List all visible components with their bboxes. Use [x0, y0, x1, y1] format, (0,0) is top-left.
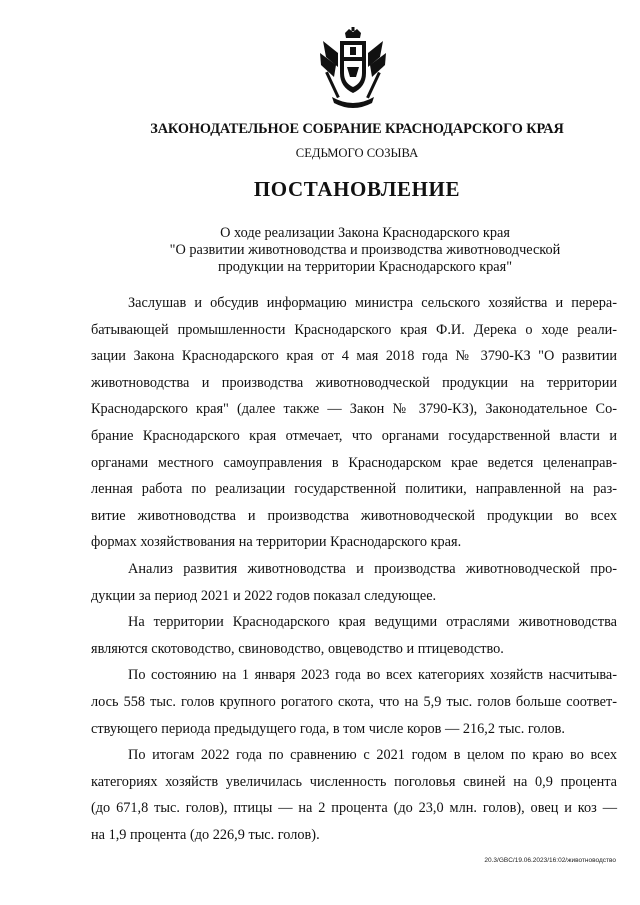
- text-line: дукции за период 2021 и 2022 годов показал следующее.: [91, 587, 437, 604]
- coat-of-arms-icon: [318, 27, 388, 109]
- document-body: [91, 290, 617, 848]
- text-line: Краснодарского края" (далее также — Закон № 3790-КЗ), Законодательное Со-: [91, 401, 617, 418]
- text-line: брание Краснодарского края отмечает, что органами государственной власти и: [91, 427, 617, 444]
- paragraph: [91, 662, 617, 742]
- text-line: формах хозяйствования на территории Краснодарского края.: [91, 534, 462, 551]
- text-line: По состоянию на 1 января 2023 года во всех категориях хозяйств насчитыва-: [128, 667, 617, 684]
- text-line: батывающей промышленности Краснодарского края Ф.И. Дерека о ходе реали-: [91, 321, 617, 338]
- text-line: Заслушав и обсудив информацию министра сельского хозяйства и перера-: [128, 295, 617, 311]
- document-footer-code: 20.3/GBC/19.06.2023/16:02/животноводство: [484, 857, 616, 864]
- text-line: зации Закона Краснодарского края от 4 мая 2018 года № 3790-КЗ "О развитии: [91, 348, 617, 365]
- text-line: на 1,9 процента (до 226,9 тыс. голов).: [91, 826, 320, 843]
- text-line: органами местного самоуправления в Краснодарском крае ведется целенаправ-: [91, 454, 617, 471]
- text-line: По итогам 2022 года по сравнению с 2021 годом в целом по краю во всех: [128, 747, 617, 764]
- subject-line: "О развитии животноводства и производства животноводческой: [169, 242, 561, 258]
- text-line: животноводства и производства животноводческой продукции на территории: [91, 374, 617, 391]
- text-line: ленная работа по реализации государственной политики, направленной на раз-: [91, 481, 617, 498]
- paragraph: [91, 609, 617, 662]
- document-subject: [150, 225, 580, 276]
- subject-line: продукции на территории Краснодарского края": [217, 259, 513, 275]
- text-line: (до 671,8 тыс. голов), птицы — на 2 процента (до 23,0 млн. голов), овец и коз —: [91, 800, 617, 817]
- subject-line: О ходе реализации Закона Краснодарского края: [220, 225, 510, 241]
- paragraph: [91, 742, 617, 848]
- text-line: ствующего периода предыдущего года, в том числе коров — 216,2 тыс. голов.: [91, 720, 566, 737]
- text-line: лось 558 тыс. голов крупного рогатого скота, что на 5,9 тыс. голов больше соответ-: [91, 693, 617, 710]
- paragraph: [91, 290, 617, 556]
- text-line: На территории Краснодарского края ведущими отраслями животноводства: [128, 614, 617, 631]
- document-type-title: ПОСТАНОВЛЕНИЕ: [253, 177, 461, 201]
- organization-name: ЗАКОНОДАТЕЛЬНОЕ СОБРАНИЕ КРАСНОДАРСКОГО КРАЯ: [150, 121, 564, 137]
- paragraph: [91, 556, 617, 609]
- text-line: являются скотоводство, свиноводство, овцеводство и птицеводство.: [91, 640, 504, 657]
- convocation-label: СЕДЬМОГО СОЗЫВА: [295, 146, 419, 160]
- text-line: витие животноводства и производства животноводческой продукции во всех: [91, 507, 617, 524]
- text-line: Анализ развития животноводства и производства животноводческой про-: [128, 560, 617, 577]
- text-line: категориях хозяйств увеличилась численность поголовья свиней на 0,9 процента: [91, 773, 617, 790]
